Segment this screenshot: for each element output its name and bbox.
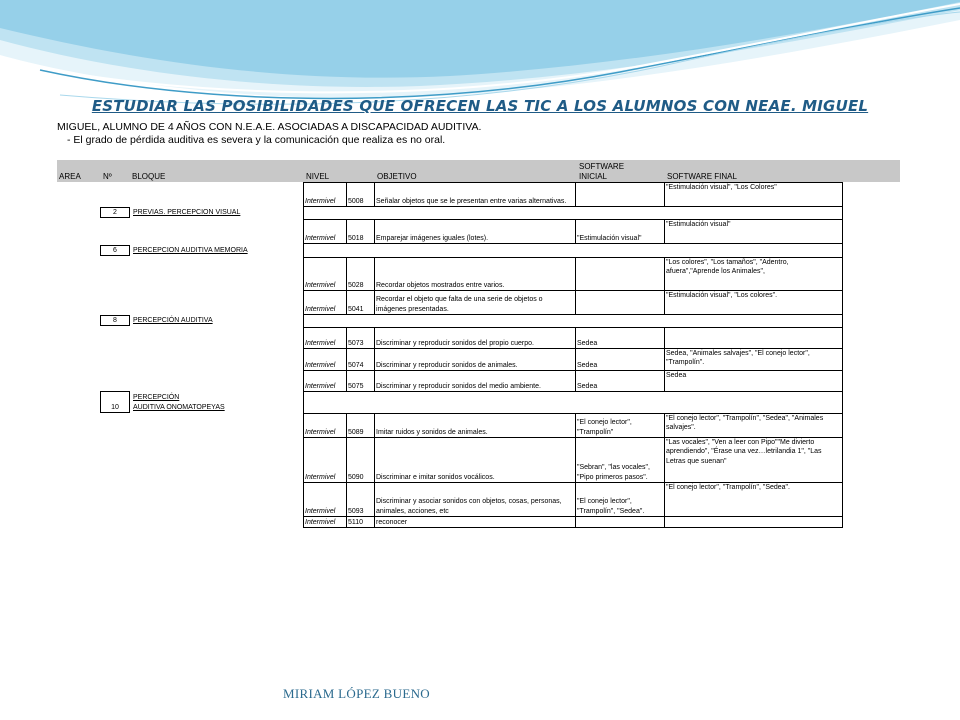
- code-cell-text: 5028: [348, 281, 364, 289]
- header-area: AREA: [59, 172, 81, 181]
- objetivo-cell-text: Discriminar y reproducir sonidos de animales.: [376, 361, 518, 369]
- column-divider: [575, 413, 576, 438]
- objetivo-cell-text: Discriminar e imitar sonidos vocálicos.: [376, 473, 495, 481]
- nivel-cell: [305, 414, 345, 437]
- code-cell-text: 5075: [348, 382, 364, 390]
- table-spacer-row: [303, 314, 843, 328]
- column-divider: [346, 348, 347, 371]
- column-divider: [664, 437, 665, 483]
- objetivo-cell: [376, 258, 574, 290]
- column-divider: [664, 219, 665, 244]
- nivel-cell-text: Intermivel: [305, 234, 336, 242]
- nivel-cell: [305, 349, 345, 370]
- column-divider: [346, 290, 347, 315]
- column-divider: [575, 370, 576, 392]
- objetivo-cell: [376, 371, 574, 391]
- column-divider: [374, 437, 375, 483]
- column-divider: [664, 182, 665, 207]
- table-spacer-row: [303, 206, 843, 220]
- table-spacer-row: [303, 391, 843, 414]
- block-name: PERCEPCIÓN AUDITIVA: [133, 317, 213, 324]
- column-divider: [346, 482, 347, 517]
- column-divider: [664, 257, 665, 291]
- objetivo-cell: [376, 483, 574, 516]
- block-number: 6: [113, 247, 117, 254]
- objetivo-cell: [376, 220, 574, 243]
- objetivo-cell: [376, 291, 574, 314]
- objetivo-cell-text: Recordar el objeto que falta de una serie de objetos o imágenes presentadas.: [376, 296, 543, 313]
- objetivo-cell: [376, 517, 574, 527]
- sw-final-cell: [666, 328, 841, 348]
- nivel-cell-text: Intermivel: [305, 281, 336, 289]
- nivel-cell: [305, 183, 345, 206]
- objetivo-cell-text: Imitar ruidos y sonidos de animales.: [376, 428, 488, 436]
- sw-final-cell: "El conejo lector", "Trampolín", "Sedea", "Animales salvajes".: [666, 415, 824, 432]
- code-cell: [348, 220, 373, 243]
- header-n: Nº: [103, 172, 112, 181]
- intro-line-2: - El grado de pérdida auditiva es severa y la comunicación que realiza es no oral.: [67, 134, 446, 146]
- nivel-cell: [305, 258, 345, 290]
- header-objetivo: OBJETIVO: [377, 172, 417, 181]
- column-divider: [575, 257, 576, 291]
- code-cell: [348, 328, 373, 348]
- column-divider: [374, 516, 375, 528]
- nivel-cell-text: Intermivel: [305, 361, 336, 369]
- sw-final-cell: "Estimulación visual": [666, 221, 731, 228]
- objetivo-cell-text: Emparejar imágenes iguales (lotes).: [376, 234, 489, 242]
- column-divider: [346, 370, 347, 392]
- nivel-cell: [305, 291, 345, 314]
- column-divider: [664, 413, 665, 438]
- column-divider: [664, 290, 665, 315]
- sw-inicial-cell-text: "Sebran", "las vocales", "Pipo primeros pasos".: [577, 464, 650, 481]
- sw-final-cell: "Los colores", "Los tamaños", "Adentro, afuera","Aprende los Animales",: [666, 259, 789, 276]
- code-cell-text: 5110: [348, 518, 364, 526]
- code-cell-text: 5073: [348, 339, 364, 347]
- header-nivel: NIVEL: [306, 172, 330, 181]
- column-divider: [374, 182, 375, 207]
- code-cell-text: 5093: [348, 507, 364, 515]
- footer-author: MIRIAM LÓPEZ BUENO: [283, 686, 430, 701]
- header-sw-inicial-1: SOFTWARE: [579, 162, 625, 171]
- code-cell-text: 5008: [348, 197, 364, 205]
- page-title: ESTUDIAR LAS POSIBILIDADES QUE OFRECEN LAS TIC A LOS ALUMNOS CON NEAE. MIGUEL: [91, 97, 869, 115]
- objetivo-cell: [376, 328, 574, 348]
- column-divider: [346, 327, 347, 349]
- code-cell: [348, 183, 373, 206]
- column-divider: [374, 348, 375, 371]
- sw-final-cell: "El conejo lector", "Trampolín", "Sedea".: [666, 484, 790, 491]
- code-cell-text: 5089: [348, 428, 364, 436]
- column-divider: [374, 219, 375, 244]
- block-name: PREVIAS. PERCEPCION VISUAL: [133, 209, 241, 216]
- sw-final-cell: "Las vocales", "Ven a leer con Pipo""Me divierto aprendiendo", "Érase una vez…letrilandia 1", "Las Letras que suenan": [666, 439, 822, 465]
- table-header-bar: [57, 160, 900, 182]
- objetivo-cell-text: Recordar objetos mostrados entre varios.: [376, 281, 505, 289]
- column-divider: [664, 327, 665, 349]
- header-bloque: BLOQUE: [132, 172, 166, 181]
- column-divider: [575, 219, 576, 244]
- sw-inicial-cell: [577, 517, 663, 527]
- nivel-cell-text: Intermivel: [305, 197, 336, 205]
- column-divider: [374, 327, 375, 349]
- objetivo-cell: [376, 438, 574, 482]
- code-cell: [348, 258, 373, 290]
- code-cell: [348, 349, 373, 370]
- objetivo-cell-text: reconocer: [376, 518, 408, 526]
- column-divider: [346, 219, 347, 244]
- objetivo-cell: [376, 349, 574, 370]
- block-number: 10: [111, 404, 119, 411]
- objetivo-cell-text: Discriminar y asociar sonidos con objetos, cosas, personas, animales, acciones, etc: [376, 498, 562, 515]
- sw-inicial-cell-text: "El conejo lector", "Trampolín", "Sedea".: [577, 498, 645, 515]
- nivel-cell-text: Intermivel: [305, 339, 336, 347]
- nivel-cell: [305, 438, 345, 482]
- objetivo-cell-text: Señalar objetos que se le presentan entre varias alternativas.: [376, 197, 567, 205]
- column-divider: [575, 290, 576, 315]
- sw-inicial-cell: [577, 328, 663, 348]
- sw-inicial-cell: [577, 414, 663, 437]
- column-divider: [575, 182, 576, 207]
- nivel-cell: [305, 371, 345, 391]
- code-cell: [348, 291, 373, 314]
- column-divider: [664, 370, 665, 392]
- code-cell-text: 5018: [348, 234, 364, 242]
- sw-final-cell: "Estimulación visual", "Los Colores": [666, 184, 777, 191]
- nivel-cell: [305, 328, 345, 348]
- column-divider: [575, 348, 576, 371]
- column-divider: [374, 413, 375, 438]
- column-divider: [346, 182, 347, 207]
- sw-inicial-cell-text: "El conejo lector", "Trampolín": [577, 419, 632, 436]
- table-spacer-row: [303, 243, 843, 258]
- sw-final-cell: "Estimulación visual", "Los colores".: [666, 292, 778, 299]
- sw-inicial-cell-text: Sedea: [577, 361, 598, 369]
- nivel-cell: [305, 220, 345, 243]
- code-cell: [348, 483, 373, 516]
- sw-inicial-cell-text: Sedea: [577, 339, 598, 347]
- intro-line-1: MIGUEL, ALUMNO DE 4 AÑOS CON N.E.A.E. ASOCIADAS A DISCAPACIDAD AUDITIVA.: [57, 121, 482, 133]
- code-cell: [348, 438, 373, 482]
- sw-inicial-cell: [577, 183, 663, 206]
- column-divider: [374, 257, 375, 291]
- code-cell-text: 5090: [348, 473, 364, 481]
- column-divider: [575, 516, 576, 528]
- nivel-cell-text: Intermivel: [305, 382, 336, 390]
- code-cell-text: 5041: [348, 305, 364, 313]
- sw-inicial-cell: [577, 291, 663, 314]
- column-divider: [346, 413, 347, 438]
- column-divider: [374, 482, 375, 517]
- column-divider: [346, 516, 347, 528]
- sw-inicial-cell: [577, 349, 663, 370]
- code-cell: [348, 414, 373, 437]
- sw-inicial-cell-text: Sedea: [577, 382, 598, 390]
- sw-final-cell: Sedea, "Animales salvajes", "El conejo lector", "Trampolín".: [666, 350, 810, 367]
- sw-inicial-cell: [577, 438, 663, 482]
- column-divider: [575, 482, 576, 517]
- code-cell: [348, 517, 373, 527]
- code-cell: [348, 371, 373, 391]
- column-divider: [575, 327, 576, 349]
- nivel-cell-text: Intermivel: [305, 428, 336, 436]
- sw-inicial-cell: [577, 258, 663, 290]
- sw-final-cell: Sedea: [666, 372, 687, 379]
- objetivo-cell-text: Discriminar y reproducir sonidos del propio cuerpo.: [376, 339, 534, 347]
- header-sw-inicial-2: INICIAL: [579, 172, 608, 181]
- code-cell-text: 5074: [348, 361, 364, 369]
- nivel-cell-text: Intermivel: [305, 507, 336, 515]
- header-sw-final: SOFTWARE FINAL: [667, 172, 737, 181]
- nivel-cell: [305, 517, 345, 527]
- nivel-cell-text: Intermivel: [305, 518, 336, 526]
- column-divider: [374, 290, 375, 315]
- block-name-line-1: PERCEPCIÓN: [133, 394, 180, 401]
- nivel-cell-text: Intermivel: [305, 305, 336, 313]
- column-divider: [575, 437, 576, 483]
- column-divider: [346, 257, 347, 291]
- sw-inicial-cell: [577, 220, 663, 243]
- block-number: 8: [113, 317, 117, 324]
- block-name-line-2: AUDITIVA ONOMATOPEYAS: [133, 404, 225, 411]
- column-divider: [664, 348, 665, 371]
- sw-inicial-cell: [577, 371, 663, 391]
- column-divider: [346, 437, 347, 483]
- column-divider: [374, 370, 375, 392]
- objetivo-cell: [376, 183, 574, 206]
- nivel-cell: [305, 483, 345, 516]
- column-divider: [664, 482, 665, 517]
- nivel-cell-text: Intermivel: [305, 473, 336, 481]
- sw-inicial-cell: [577, 483, 663, 516]
- objetivo-cell-text: Discriminar y reproducir sonidos del medio ambiente.: [376, 382, 541, 390]
- block-number: 2: [113, 209, 117, 216]
- block-name: PERCEPCION AUDITIVA MEMORIA: [133, 247, 248, 254]
- sw-final-cell: [666, 517, 841, 527]
- objetivo-cell: [376, 414, 574, 437]
- sw-inicial-cell-text: "Estimulación visual": [577, 234, 642, 242]
- column-divider: [664, 516, 665, 528]
